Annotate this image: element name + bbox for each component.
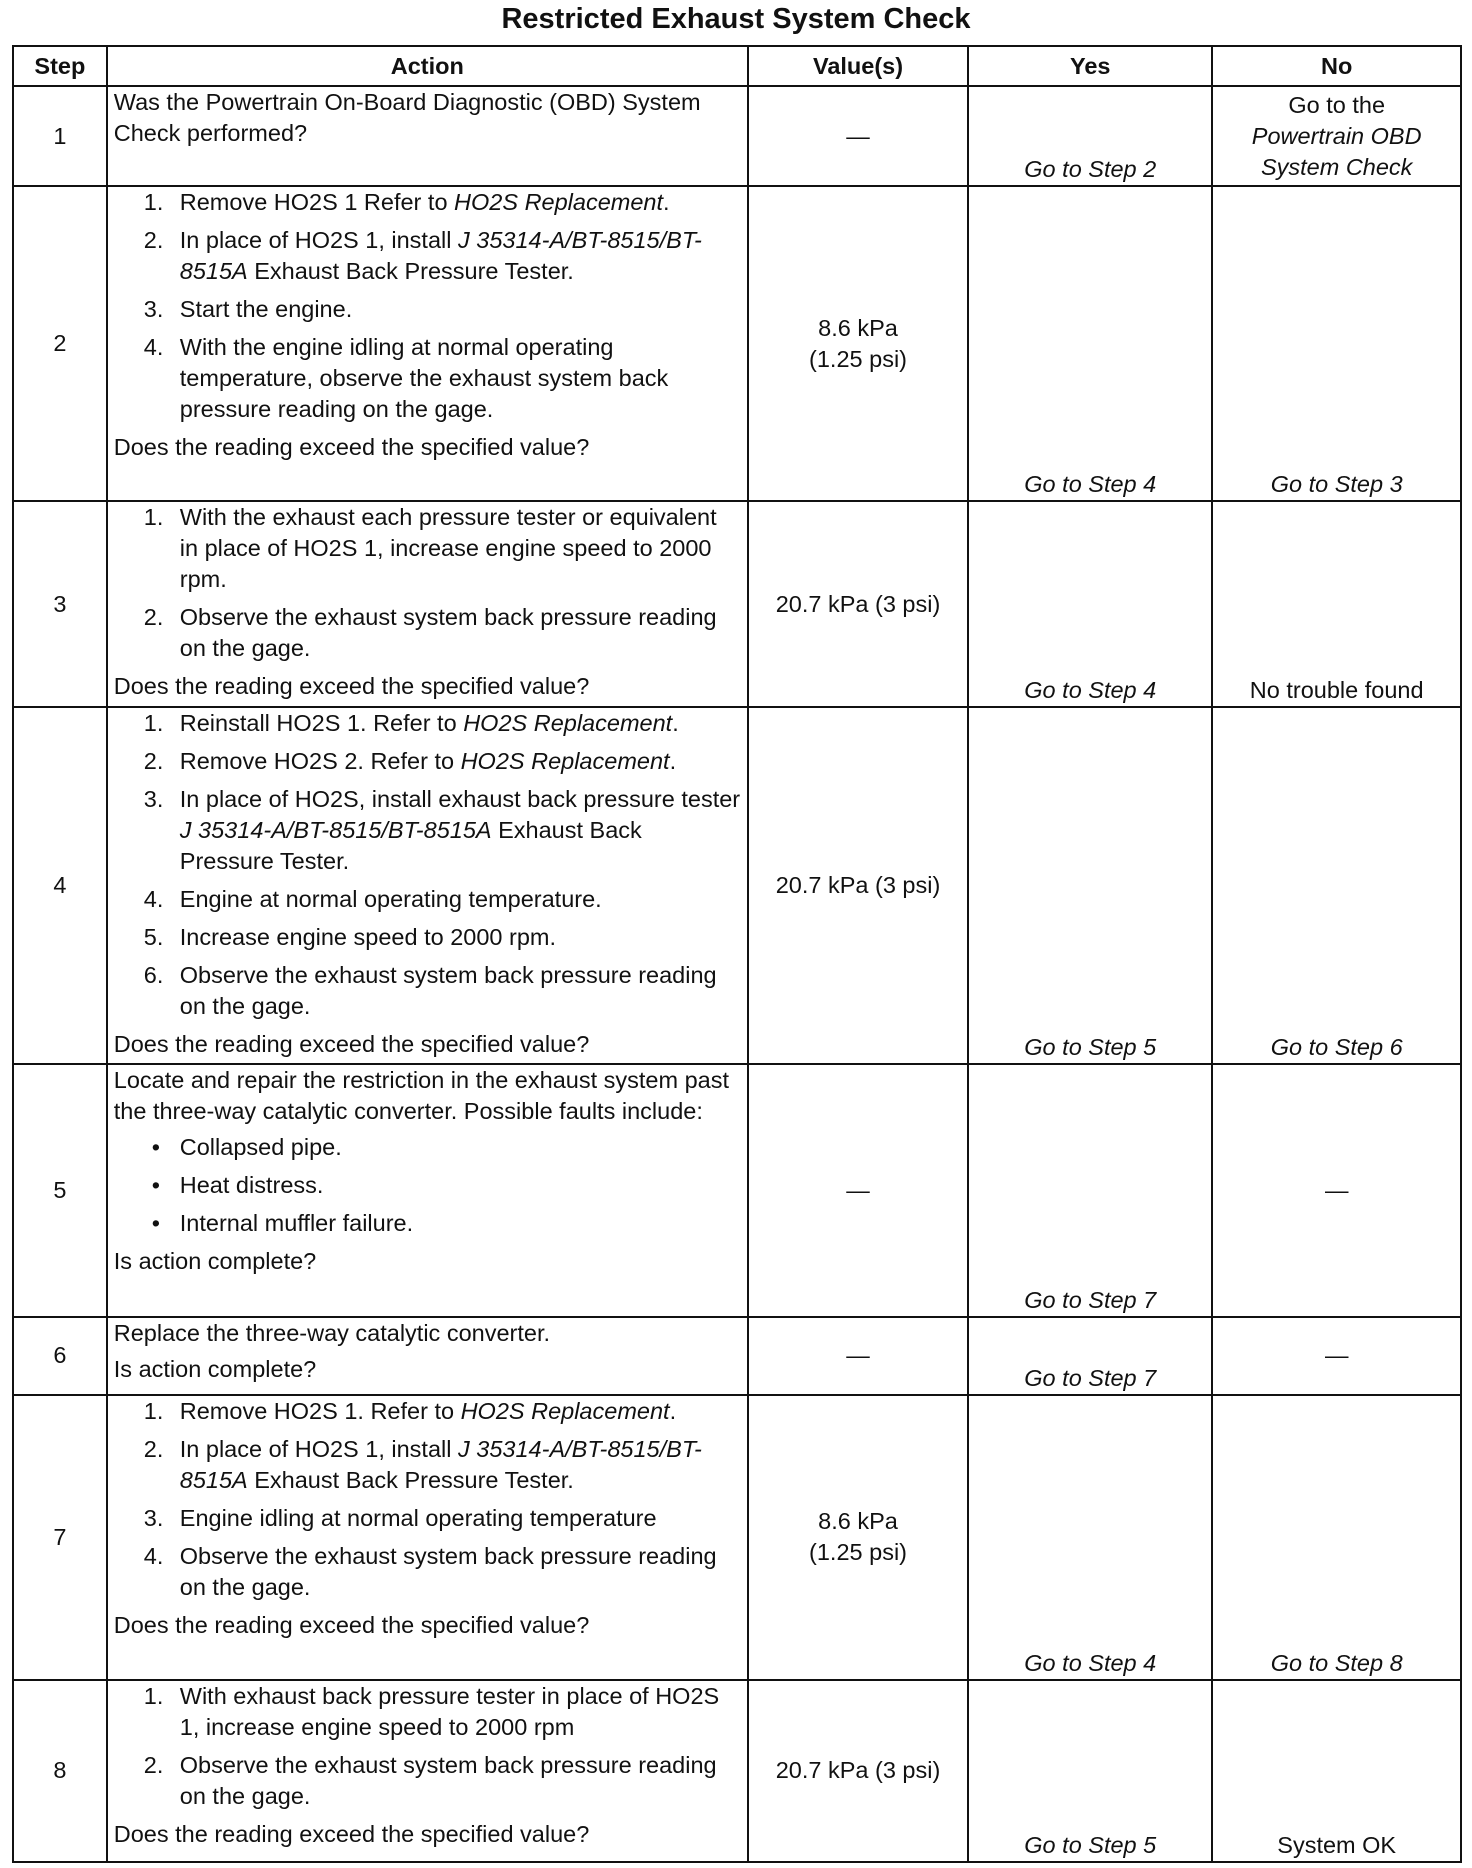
procedure-item (114, 602, 741, 664)
procedure-item (114, 294, 741, 325)
item-number: 3. (143, 786, 164, 813)
value-text: — (846, 1176, 870, 1203)
value-cell (748, 186, 968, 501)
value-text: (1.25 psi) (809, 1539, 907, 1566)
item-reference: J 35314-A/BT-8515/BT-8515A (179, 1435, 702, 1493)
item-text: Increase engine speed to 2000 rpm. (179, 924, 557, 951)
table-row (13, 501, 1461, 707)
item-text-suffix: . (663, 189, 670, 216)
value-text: (1.25 psi) (809, 345, 907, 372)
item-text-suffix: . (669, 748, 677, 775)
procedure-list (114, 1396, 741, 1603)
table-row (13, 1680, 1461, 1862)
value-text: 20.7 kPa (3 psi) (775, 590, 941, 617)
procedure-item (114, 225, 741, 287)
no-cell (1212, 86, 1461, 186)
fault-list (114, 1132, 741, 1239)
item-number: 2. (143, 603, 164, 630)
header-no: No (1212, 46, 1461, 86)
item-number: 5. (143, 924, 164, 951)
item-number: 1. (143, 189, 164, 216)
action-text: Locate and repair the restriction in the exhaust system past the three-way catalytic converter. Possible faults include: (113, 1067, 730, 1125)
action-cell (107, 1064, 748, 1317)
fault-item (114, 1208, 741, 1239)
action-cell (107, 1680, 748, 1862)
item-number: 2. (143, 227, 164, 254)
item-text: In place of HO2S, install exhaust back pressure tester (179, 786, 741, 813)
no-text: Go to the (1288, 92, 1386, 118)
item-text: In place of HO2S 1, install (179, 1435, 458, 1462)
fault-item (114, 1132, 741, 1163)
action-question: Does the reading exceed the specified value? (113, 1820, 590, 1847)
no-reference: Powertrain OBD System Check (1251, 123, 1422, 180)
item-text: Observe the exhaust system back pressure reading on the gage. (179, 962, 717, 1020)
table-row (13, 186, 1461, 501)
item-number: 2. (143, 1435, 164, 1462)
item-number: 3. (143, 296, 164, 323)
value-cell (748, 86, 968, 186)
table-row (13, 1395, 1461, 1680)
procedure-item (114, 1396, 741, 1427)
value-cell (748, 707, 968, 1064)
header-row (13, 46, 1461, 86)
action-cell (107, 86, 748, 186)
yes-cell: Go to Step 7 (968, 1064, 1212, 1317)
item-reference: HO2S Replacement (460, 748, 670, 775)
yes-cell: Go to Step 4 (968, 501, 1212, 707)
table-row (13, 707, 1461, 1064)
action-cell (107, 501, 748, 707)
item-text: Observe the exhaust system back pressure reading on the gage. (179, 603, 717, 661)
procedure-item (114, 960, 741, 1022)
no-cell: Go to Step 3 (1212, 186, 1461, 501)
value-text: — (846, 1342, 870, 1369)
item-number: 2. (143, 1751, 164, 1778)
page-title: Restricted Exhaust System Check (501, 3, 971, 35)
item-text: Engine idling at normal operating temperature (179, 1504, 657, 1531)
header-values: Value(s) (748, 46, 968, 86)
procedure-list (114, 1681, 741, 1812)
item-number: 1. (143, 1682, 164, 1709)
item-text-suffix: Exhaust Back Pressure Tester. (247, 258, 574, 285)
value-text: 20.7 kPa (3 psi) (775, 872, 941, 899)
yes-cell: Go to Step 4 (968, 1395, 1212, 1680)
item-number: 3. (143, 1504, 164, 1531)
procedure-item (114, 1750, 741, 1812)
step-number: 4 (13, 707, 107, 1064)
step-number: 5 (13, 1064, 107, 1317)
procedure-list (114, 708, 741, 1022)
value-cell (748, 1680, 968, 1862)
step-number: 3 (13, 501, 107, 707)
procedure-item (114, 708, 741, 739)
action-cell (107, 186, 748, 501)
no-cell: No trouble found (1212, 501, 1461, 707)
item-text: Observe the exhaust system back pressure reading on the gage. (179, 1751, 717, 1809)
procedure-item (114, 1503, 741, 1534)
item-text: Observe the exhaust system back pressure reading on the gage. (179, 1542, 717, 1600)
action-question: Does the reading exceed the specified value? (113, 434, 590, 461)
item-reference: J 35314-A/BT-8515/BT-8515A (179, 817, 492, 844)
procedure-item (114, 187, 741, 218)
step-number: 8 (13, 1680, 107, 1862)
item-text: Remove HO2S 1. Refer to (179, 1397, 461, 1424)
item-text: With the engine idling at normal operating temperature, observe the exhaust system back pressure reading on the gage. (179, 334, 669, 423)
action-text: Replace the three-way catalytic converter. (113, 1319, 551, 1346)
value-cell (748, 501, 968, 707)
table-row (13, 1317, 1461, 1395)
action-question: Is action complete? (113, 1355, 317, 1382)
value-text: 8.6 kPa (818, 314, 898, 341)
step-number: 6 (13, 1317, 107, 1395)
item-text-suffix: Exhaust Back Pressure Tester. (247, 1466, 574, 1493)
yes-cell: Go to Step 2 (968, 86, 1212, 186)
item-number: 4. (143, 334, 164, 361)
no-cell: System OK (1212, 1680, 1461, 1862)
value-text: — (846, 122, 870, 149)
table-row (13, 1064, 1461, 1317)
item-text: In place of HO2S 1, install (179, 227, 458, 254)
item-text: Reinstall HO2S 1. Refer to (179, 710, 464, 737)
value-cell (748, 1395, 968, 1680)
table-row (13, 86, 1461, 186)
item-number: 1. (143, 1397, 164, 1424)
item-reference: HO2S Replacement (460, 1397, 670, 1424)
step-number: 7 (13, 1395, 107, 1680)
fault-text: Internal muffler failure. (179, 1210, 414, 1237)
action-question: Does the reading exceed the specified value? (113, 1031, 590, 1058)
item-number: 4. (143, 886, 164, 913)
value-text: 20.7 kPa (3 psi) (775, 1757, 941, 1784)
no-cell: Go to Step 6 (1212, 707, 1461, 1064)
item-reference: HO2S Replacement (454, 189, 664, 216)
value-text: 8.6 kPa (818, 1508, 898, 1535)
step-number: 2 (13, 186, 107, 501)
step-number: 1 (13, 86, 107, 186)
procedure-list (114, 187, 741, 425)
yes-cell: Go to Step 5 (968, 1680, 1212, 1862)
yes-cell: Go to Step 7 (968, 1317, 1212, 1395)
header-action: Action (107, 46, 748, 86)
action-cell (107, 707, 748, 1064)
fault-item (114, 1170, 741, 1201)
procedure-item (114, 1541, 741, 1603)
item-text: Start the engine. (179, 296, 353, 323)
fault-text: Heat distress. (179, 1172, 324, 1199)
procedure-item (114, 884, 741, 915)
item-number: 1. (143, 710, 164, 737)
item-text: With exhaust back pressure tester in place of HO2S 1, increase engine speed to 2000 rpm (179, 1682, 720, 1740)
header-yes: Yes (968, 46, 1212, 86)
action-question: Is action complete? (113, 1248, 317, 1275)
item-text-suffix: . (669, 1397, 677, 1424)
action-question: Does the reading exceed the specified value? (113, 1611, 590, 1638)
diagnostic-table (12, 45, 1462, 1863)
yes-cell: Go to Step 5 (968, 707, 1212, 1064)
procedure-item (114, 784, 741, 877)
item-text: Remove HO2S 1 Refer to (179, 189, 455, 216)
yes-cell: Go to Step 4 (968, 186, 1212, 501)
value-cell (748, 1064, 968, 1317)
header-step: Step (13, 46, 107, 86)
procedure-item (114, 746, 741, 777)
item-number: 1. (143, 503, 164, 530)
item-text: With the exhaust each pressure tester or equivalent in place of HO2S 1, increase engine speed to 2000 rpm. (179, 503, 717, 592)
action-question: Does the reading exceed the specified value? (113, 672, 590, 699)
bullet-icon: • (151, 1172, 160, 1199)
item-text: Engine at normal operating temperature. (179, 886, 602, 913)
item-number: 2. (143, 748, 164, 775)
procedure-item (114, 1434, 741, 1496)
item-number: 6. (143, 962, 164, 989)
item-text: Remove HO2S 2. Refer to (179, 748, 461, 775)
item-number: 4. (143, 1542, 164, 1569)
procedure-item (114, 332, 741, 425)
item-reference: J 35314-A/BT-8515/BT-8515A (179, 227, 702, 285)
action-cell (107, 1317, 748, 1395)
no-cell: Go to Step 8 (1212, 1395, 1461, 1680)
procedure-item (114, 922, 741, 953)
bullet-icon: • (151, 1134, 160, 1161)
item-text-suffix: Exhaust Back Pressure Tester. (179, 817, 642, 875)
table-body (13, 86, 1461, 1862)
bullet-icon: • (151, 1210, 160, 1237)
no-cell: — (1212, 1317, 1461, 1395)
fault-text: Collapsed pipe. (179, 1134, 342, 1161)
value-cell (748, 1317, 968, 1395)
item-reference: HO2S Replacement (463, 710, 673, 737)
action-cell (107, 1395, 748, 1680)
no-cell: — (1212, 1064, 1461, 1317)
procedure-item (114, 1681, 741, 1743)
item-text-suffix: . (672, 710, 679, 737)
procedure-item (114, 502, 741, 595)
action-text: Was the Powertrain On-Board Diagnostic (OBD) System Check performed? (113, 89, 701, 146)
procedure-list (114, 502, 741, 664)
